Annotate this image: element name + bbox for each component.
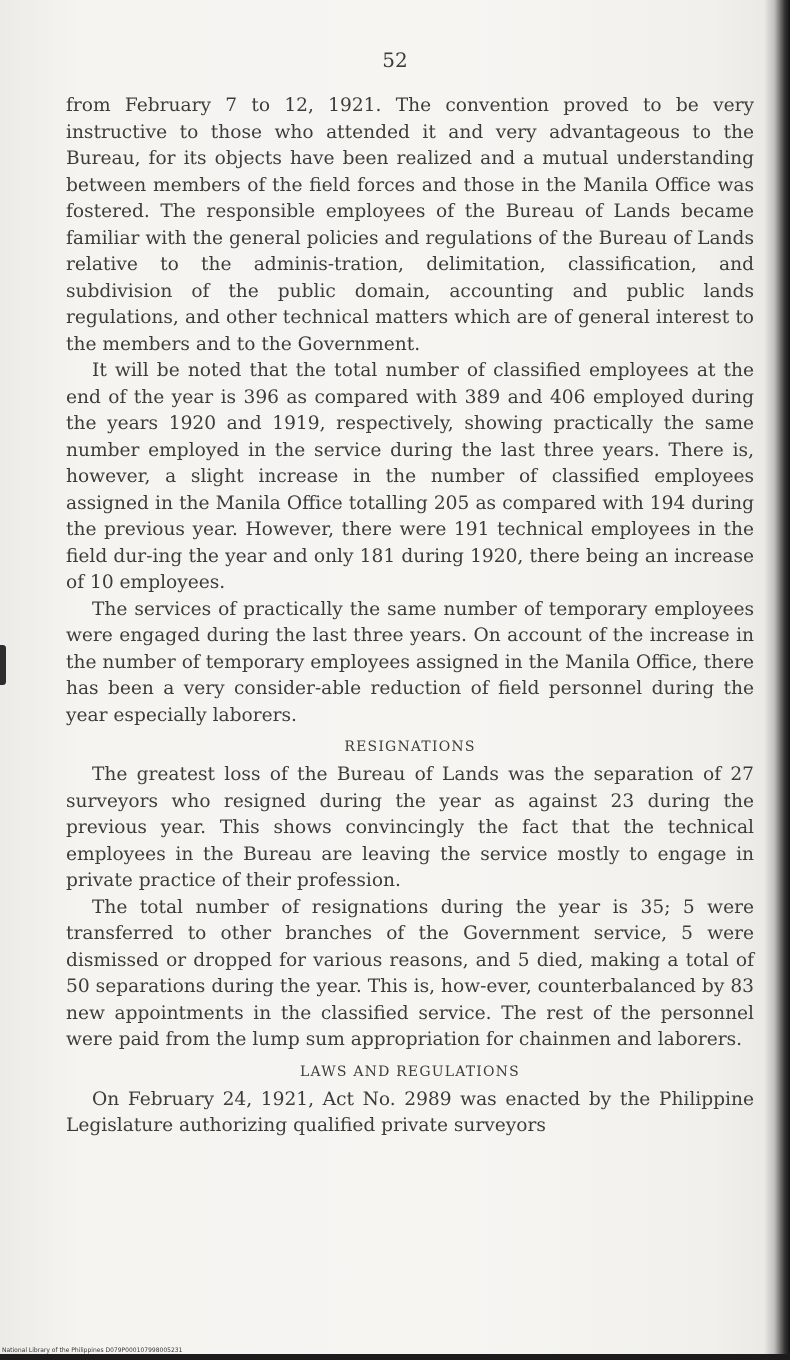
paragraph-classified-employees: It will be noted that the total number of classified employees at the end of the year is 396 as compared with 389 and 406 employed during the years 1920 and 1919, respectively, showing practically the same number employed in the service during the last three years. There is, however, a slight increase in the number of classified employees assigned in the Manila Office totalling 205 as compared with 194 during the previous year. However, there were 191 technical employees in the field dur-ing the year and only 181 during 1920, there being an increase of 10 employees. xyxy=(66,360,754,593)
heading-laws-and-regulations: LAWS AND REGULATIONS xyxy=(300,1063,520,1080)
paragraph-total-resignations: The total number of resignations during the year is 35; 5 were transferred to other branches of the Government service, 5 were dismissed or dropped for various reasons, and 5 died, making a total of 50 separations during the year. This is, how-ever, counterbalanced by 83 new appointments in the classified service. The rest of the personnel were paid from the lump sum appropriation for chainmen and laborers. xyxy=(66,896,754,1050)
body-text xyxy=(66,93,754,1140)
book-spine-shadow xyxy=(764,0,790,1360)
heading-resignations: RESIGNATIONS xyxy=(344,739,476,755)
page-edge-mark xyxy=(0,645,6,685)
paragraph-act-2989: On February 24, 1921, Act No. 2989 was enacted by the Philippine Legislature authorizing qualified private surveyors xyxy=(66,1088,754,1136)
scan-credit-footer: National Library of the Philippines D079P000107998005231 xyxy=(2,1347,183,1354)
page-bottom-edge xyxy=(0,1354,790,1360)
paragraph-temporary-employees: The services of practically the same number of temporary employees were engaged during the last three years. On account of the increase in the number of temporary employees assigned in the Manila Office, there has been a very consider-able reduction of field personnel during the year especially laborers. xyxy=(66,598,754,726)
page-number: 52 xyxy=(382,48,408,72)
paragraph-surveyors-separation: The greatest loss of the Bureau of Lands was the separation of 27 surveyors who resigned during the year as against 23 during the previous year. This shows convincingly the fact that the technical employees in the Bureau are leaving the service mostly to engage in private practice of their profession. xyxy=(66,764,754,891)
paragraph-convention: from February 7 to 12, 1921. The convention proved to be very instructive to those who attended it and very advantageous to the Bureau, for its objects have been realized and a mutual understanding between members of the field forces and those in the Manila Office was fostered. The responsible employees of the Bureau of Lands became familiar with the general policies and regulations of the Bureau of Lands relative to the adminis-tration, delimitation, classification, and subdivision of the public domain, accounting and public lands regulations, and other technical matters which are of general interest to the members and to the Government. xyxy=(66,95,754,355)
